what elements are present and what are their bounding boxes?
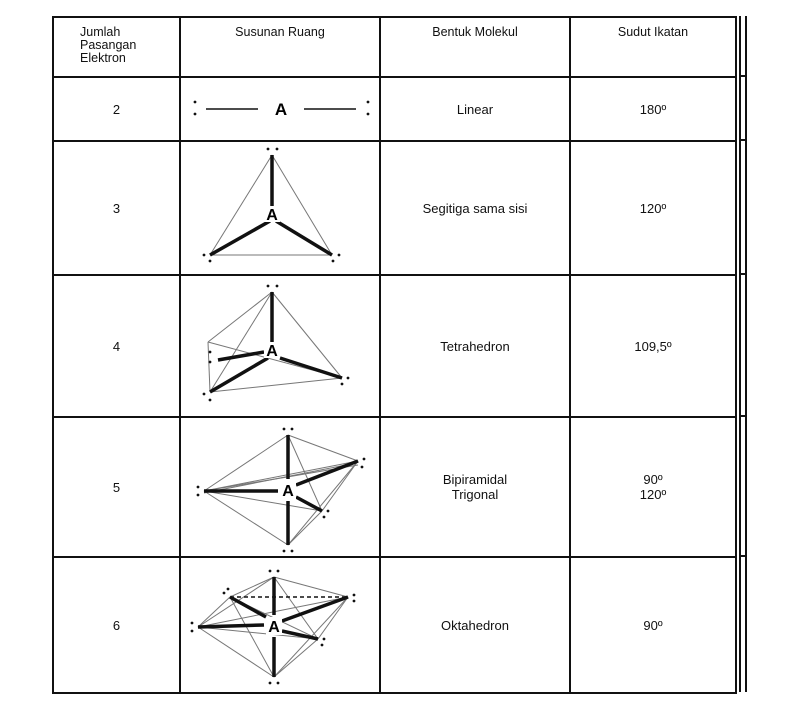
edge-tick [739,75,745,77]
edge-tick [739,415,745,417]
linear-geometry-diagram [182,89,378,129]
tetrahedral-diagram [182,278,378,414]
header-electron-pairs [53,17,180,77]
table-row [53,417,736,557]
table-row [53,557,736,693]
table-row [53,77,736,141]
header-electron-pairs-line-1: Jumlah [80,25,121,39]
angle-cell: 109,5º [570,275,736,417]
shape-cell [380,417,570,557]
central-atom-label: A [266,343,278,360]
central-atom-label: A [268,619,280,636]
angle-cell: 180º [570,77,736,141]
angle-cell: 120º [570,141,736,275]
header-electron-pairs-line-3: Elektron [80,51,126,65]
edge-tick [739,555,745,557]
electron-pairs-cell: 4 [53,275,180,417]
shape-cell: Tetrahedron [380,275,570,417]
arrangement-figure-cell [180,77,380,141]
electron-pairs-cell: 2 [53,77,180,141]
shape-line-2: Trigonal [451,487,499,502]
central-atom-label: A [282,483,294,500]
header-spatial-arrangement: Susunan Ruang [180,17,380,77]
header-molecular-shape: Bentuk Molekul [380,17,570,77]
electron-pairs-cell: 6 [53,557,180,693]
arrangement-figure-cell [180,275,380,417]
central-atom-label: A [266,207,278,224]
central-atom-label: A [274,100,288,119]
header-row [53,17,736,77]
shape-cell: Linear [380,77,570,141]
header-electron-pairs-line-2: Pasangan [80,38,137,52]
table-edge-border-outer [745,16,747,692]
shape-line-1: Bipiramidal [442,472,508,487]
header-bond-angle: Sudut Ikatan [570,17,736,77]
edge-tick [739,139,745,141]
vsepr-table [52,16,737,694]
arrangement-figure-cell [180,417,380,557]
octahedral-diagram [182,559,378,691]
electron-pairs-cell: 5 [53,417,180,557]
table-row [53,275,736,417]
angle-line-1: 90º [643,472,663,487]
angle-line-2: 120º [639,487,667,502]
arrangement-figure-cell [180,557,380,693]
arrangement-figure-cell [180,141,380,275]
trigonal-planar-diagram [182,143,378,273]
table-row [53,141,736,275]
trigonal-bipyramidal-diagram [182,419,378,555]
angle-cell: 90º [570,557,736,693]
edge-tick [739,273,745,275]
angle-cell [570,417,736,557]
shape-cell: Oktahedron [380,557,570,693]
electron-pairs-cell: 3 [53,141,180,275]
shape-cell: Segitiga sama sisi [380,141,570,275]
